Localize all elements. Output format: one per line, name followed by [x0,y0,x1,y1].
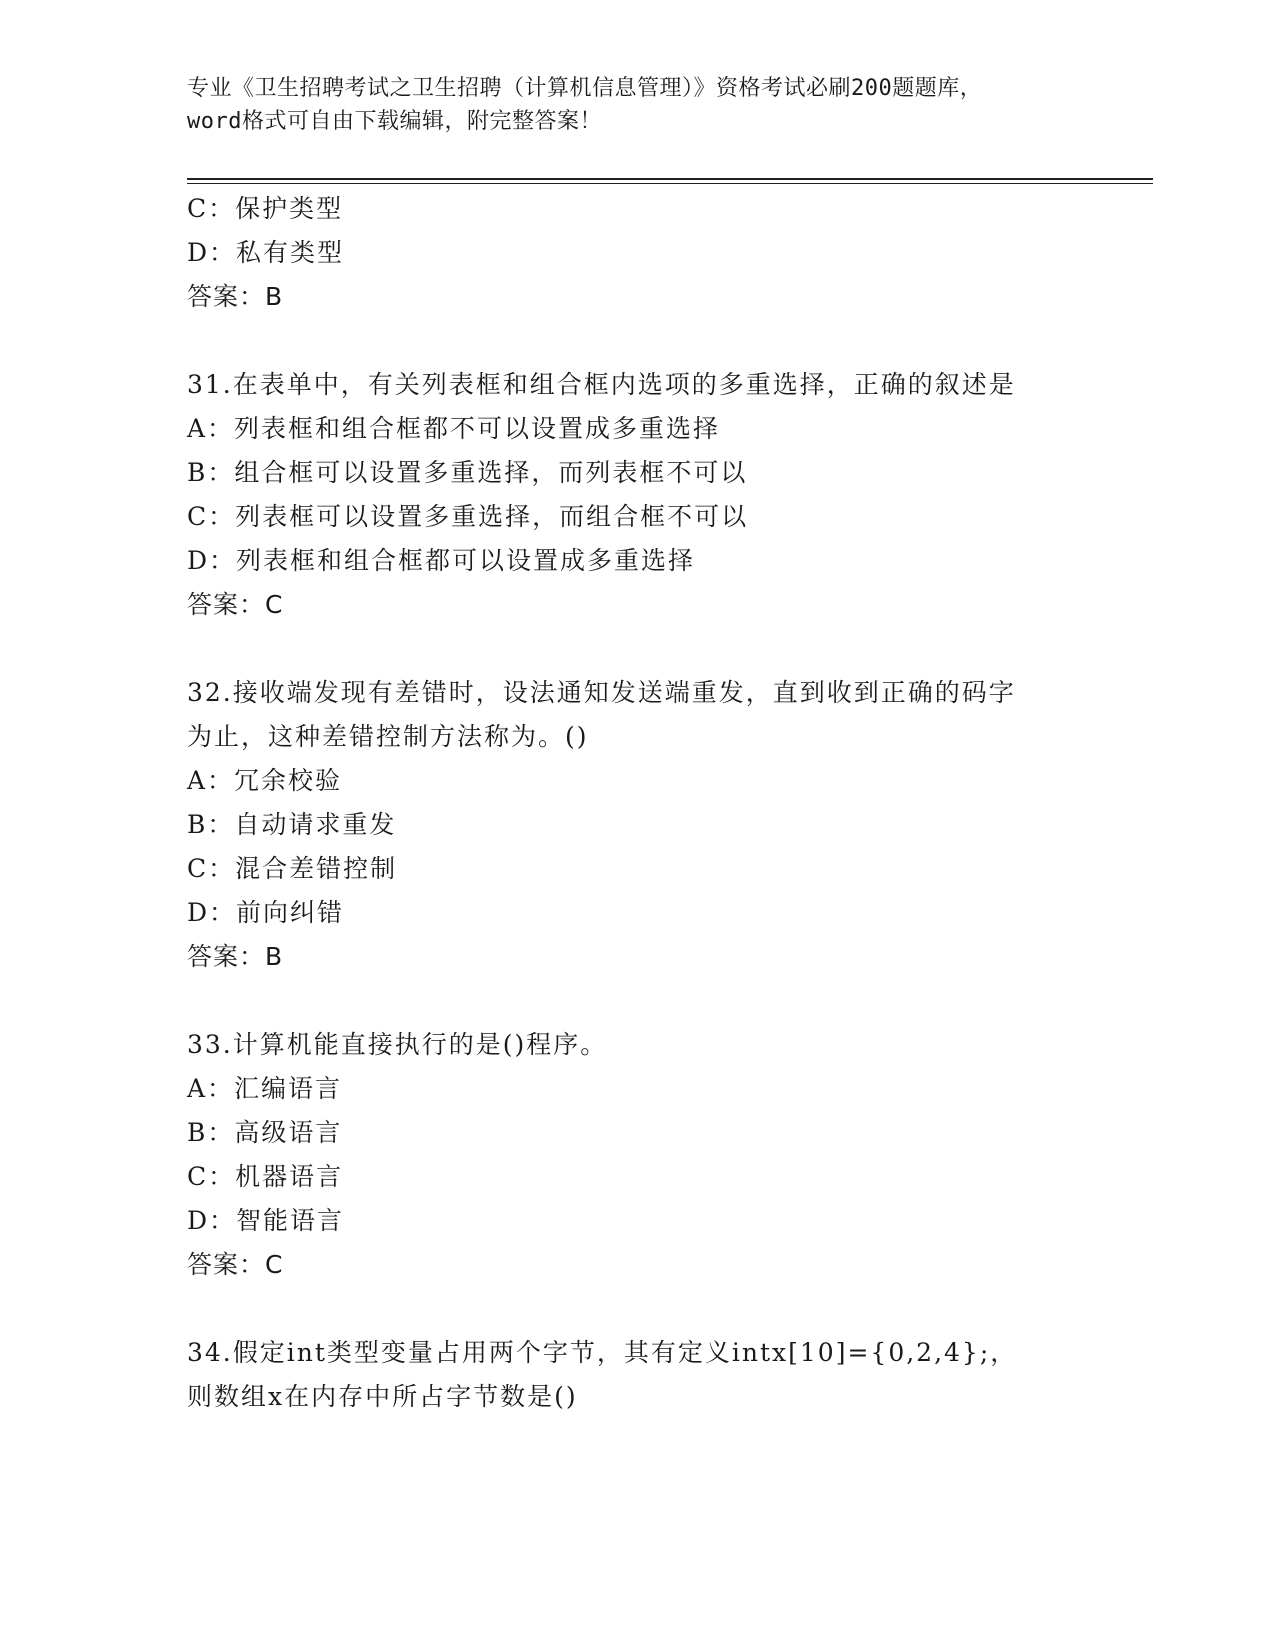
q30-option-d: D：私有类型 [187,238,345,267]
q31-answer: 答案：C [187,590,284,619]
q33-stem: 33.计算机能直接执行的是()程序。 [187,1030,608,1059]
q31-option-c: C：列表框可以设置多重选择，而组合框不可以 [187,502,749,531]
q33-option-a: A：汇编语言 [187,1074,343,1103]
q32-stem-line-1: 32.接收端发现有差错时，设法通知发送端重发，直到收到正确的码字 [187,678,1016,707]
q34-stem-line-2: 则数组x在内存中所占字节数是() [187,1382,578,1411]
q31-stem: 31.在表单中，有关列表框和组合框内选项的多重选择，正确的叙述是 [187,370,1016,399]
q33-option-c: C：机器语言 [187,1162,344,1191]
q32-option-b: B：自动请求重发 [187,810,397,839]
q31-option-a: A：列表框和组合框都不可以设置成多重选择 [187,414,721,443]
header-line-1: 专业《卫生招聘考试之卫生招聘（计算机信息管理）》资格考试必刷200题题库， [187,76,983,101]
header-rule-thick [187,178,1153,180]
q33-option-b: B：高级语言 [187,1118,343,1147]
q32-stem-line-2: 为止，这种差错控制方法称为。() [187,722,589,751]
q32-answer: 答案：B [187,942,284,971]
q31-option-d: D：列表框和组合框都可以设置成多重选择 [187,546,696,575]
header-line-2: word格式可自由下载编辑，附完整答案！ [187,109,602,134]
q32-option-c: C：混合差错控制 [187,854,398,883]
q32-option-d: D：前向纠错 [187,898,345,927]
q30-answer: 答案：B [187,282,284,311]
q34-stem-line-1: 34.假定int类型变量占用两个字节，其有定义intx[10]={0,2,4};， [187,1338,1018,1367]
document-header [187,72,1087,138]
header-rule-thin [187,183,1153,184]
q30-option-c: C：保护类型 [187,194,344,223]
q31-option-b: B：组合框可以设置多重选择，而列表框不可以 [187,458,748,487]
q33-answer: 答案：C [187,1250,284,1279]
q33-option-d: D：智能语言 [187,1206,345,1235]
q32-option-a: A：冗余校验 [187,766,343,795]
